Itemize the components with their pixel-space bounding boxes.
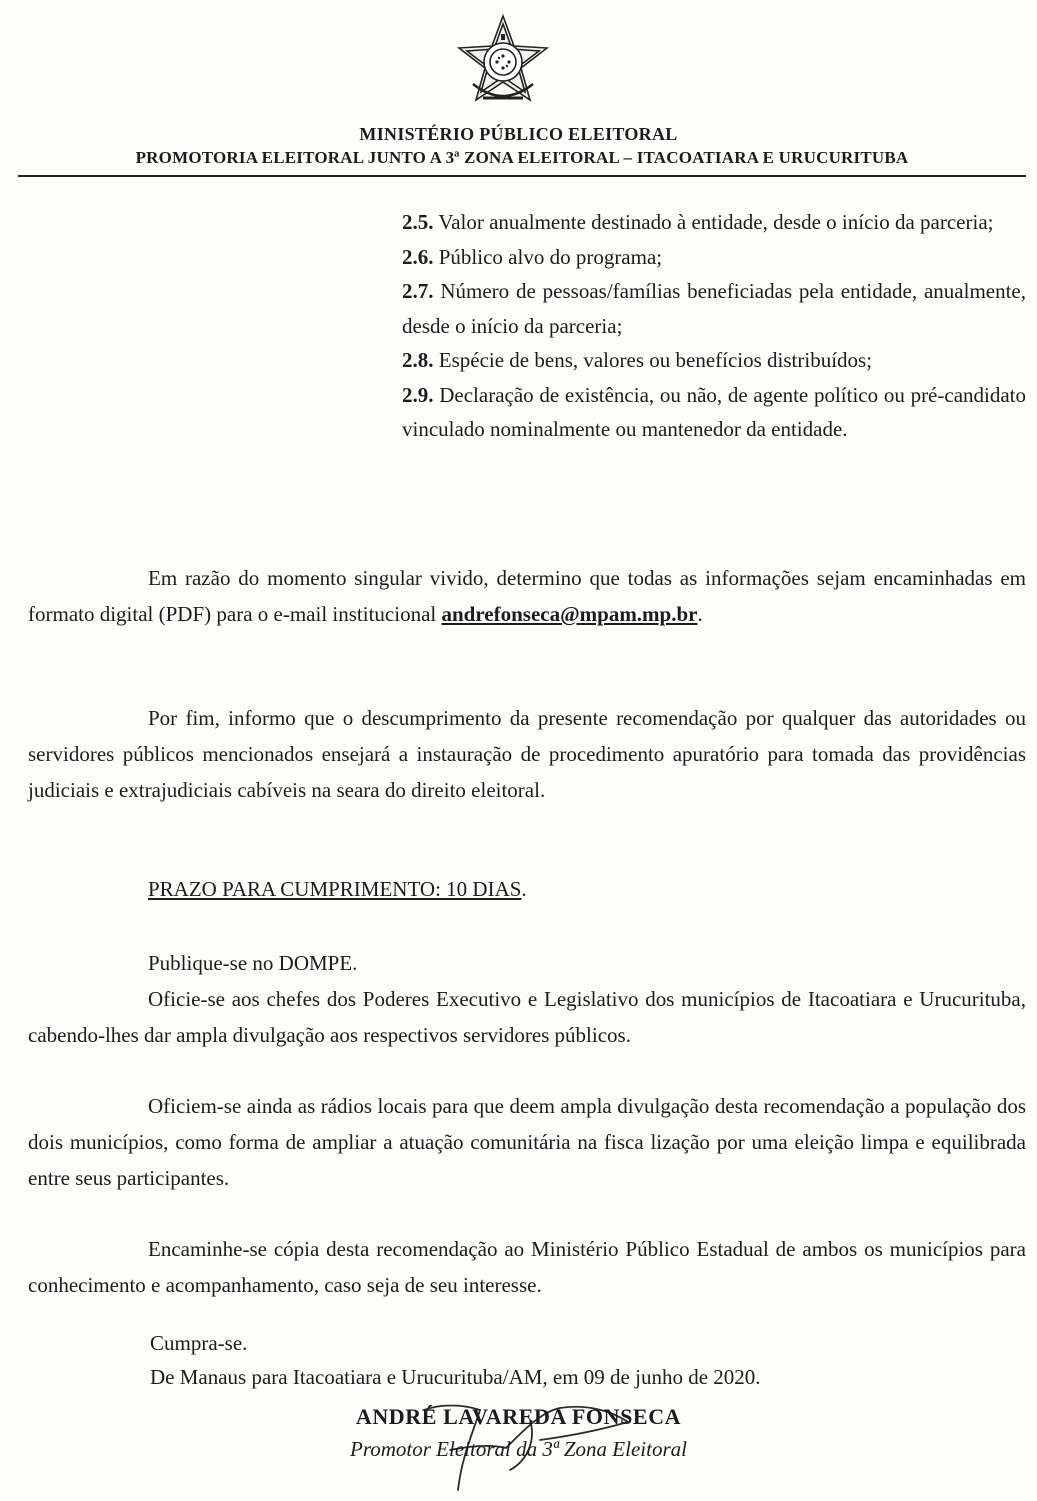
list-item-text: Valor anualmente destinado à entidade, desde o início da parceria; bbox=[438, 210, 994, 234]
list-item bbox=[402, 240, 1026, 275]
list-item bbox=[402, 274, 1026, 343]
list-item bbox=[402, 343, 1026, 378]
list-item bbox=[402, 205, 1026, 240]
signer-role: Promotor Eleitoral da 3ª Zona Eleitoral bbox=[350, 1437, 687, 1461]
deadline-text: PRAZO PARA CUMPRIMENTO: 10 DIAS bbox=[148, 877, 522, 901]
paragraph-oficiem: Oficiem-se ainda as rádios locais para que deem ampla divulgação desta recomendação a população dos dois municípios, como forma de ampliar a atuação comunitária na fisca lização por uma eleição limpa e equilibrada entre seus participantes. bbox=[28, 1094, 1026, 1190]
header-org: MINISTÉRIO PÚBLICO ELEITORAL bbox=[359, 124, 678, 144]
list-item-number: 2.7. bbox=[402, 279, 434, 303]
paragraph-digital bbox=[28, 560, 1026, 632]
paragraph-text: . bbox=[697, 602, 703, 626]
paragraph-publique: Publique-se no DOMPE. bbox=[148, 951, 358, 975]
list-item bbox=[402, 378, 1026, 447]
closing-cumpra: Cumpra-se. bbox=[150, 1331, 248, 1355]
list-item-text: Público alvo do programa; bbox=[438, 244, 663, 269]
email-link[interactable]: andrefonseca@mpam.mp.br bbox=[441, 602, 698, 626]
paragraph-oficie: Oficie-se aos chefes dos Poderes Executivo e Legislativo dos municípios de Itacoatiara e Urucurituba, cabendo-lhes dar ampla divulgação aos respectivos servidores públicos. bbox=[28, 987, 1026, 1047]
list-item-number: 2.9. bbox=[402, 382, 434, 407]
list-item-number: 2.8. bbox=[402, 348, 434, 372]
item-list bbox=[402, 205, 1026, 447]
signer-name: ANDRÉ LAVAREDA FONSECA bbox=[355, 1404, 682, 1429]
list-item-text: Espécie de bens, valores ou benefícios distribuídos; bbox=[438, 348, 873, 372]
deadline-heading bbox=[148, 871, 527, 907]
list-item-text: Declaração de existência, ou não, de agente político ou pré-candidato vinculado nominalmente ou mantenedor da entidade. bbox=[402, 382, 1027, 441]
deadline-end: . bbox=[521, 877, 527, 901]
header-divider bbox=[18, 175, 1026, 177]
header-dept: PROMOTORIA ELEITORAL JUNTO A 3ª ZONA ELEITORAL – ITACOATIARA E URUCURITUBA bbox=[135, 148, 909, 167]
list-item-text: Número de pessoas/famílias beneficiadas pela entidade, anualmente, desde o início da parceria; bbox=[402, 279, 1026, 338]
paragraph-warning: Por fim, informo que o descumprimento da presente recomendação por qualquer das autoridades ou servidores públicos mencionados ensejará a instauração de procedimento apuratório para tomada das providências judiciais e extrajudiciais cabíveis na seara do direito eleitoral. bbox=[28, 706, 1026, 802]
list-item-number: 2.5. bbox=[402, 210, 434, 234]
coat-of-arms-icon bbox=[453, 12, 553, 112]
list-item-number: 2.6. bbox=[402, 244, 434, 269]
paragraph-text: Em razão do momento singular vivido, determino que todas as informações sejam encaminhadas em formato digital (PDF) para o e-mail institucional bbox=[28, 566, 1026, 626]
paragraph-encaminhe: Encaminhe-se cópia desta recomendação ao Ministério Público Estadual de ambos os municípios para conhecimento e acompanhamento, caso seja de seu interesse. bbox=[28, 1237, 1026, 1297]
closing-date: De Manaus para Itacoatiara e Urucurituba/AM, em 09 de junho de 2020. bbox=[150, 1365, 761, 1389]
